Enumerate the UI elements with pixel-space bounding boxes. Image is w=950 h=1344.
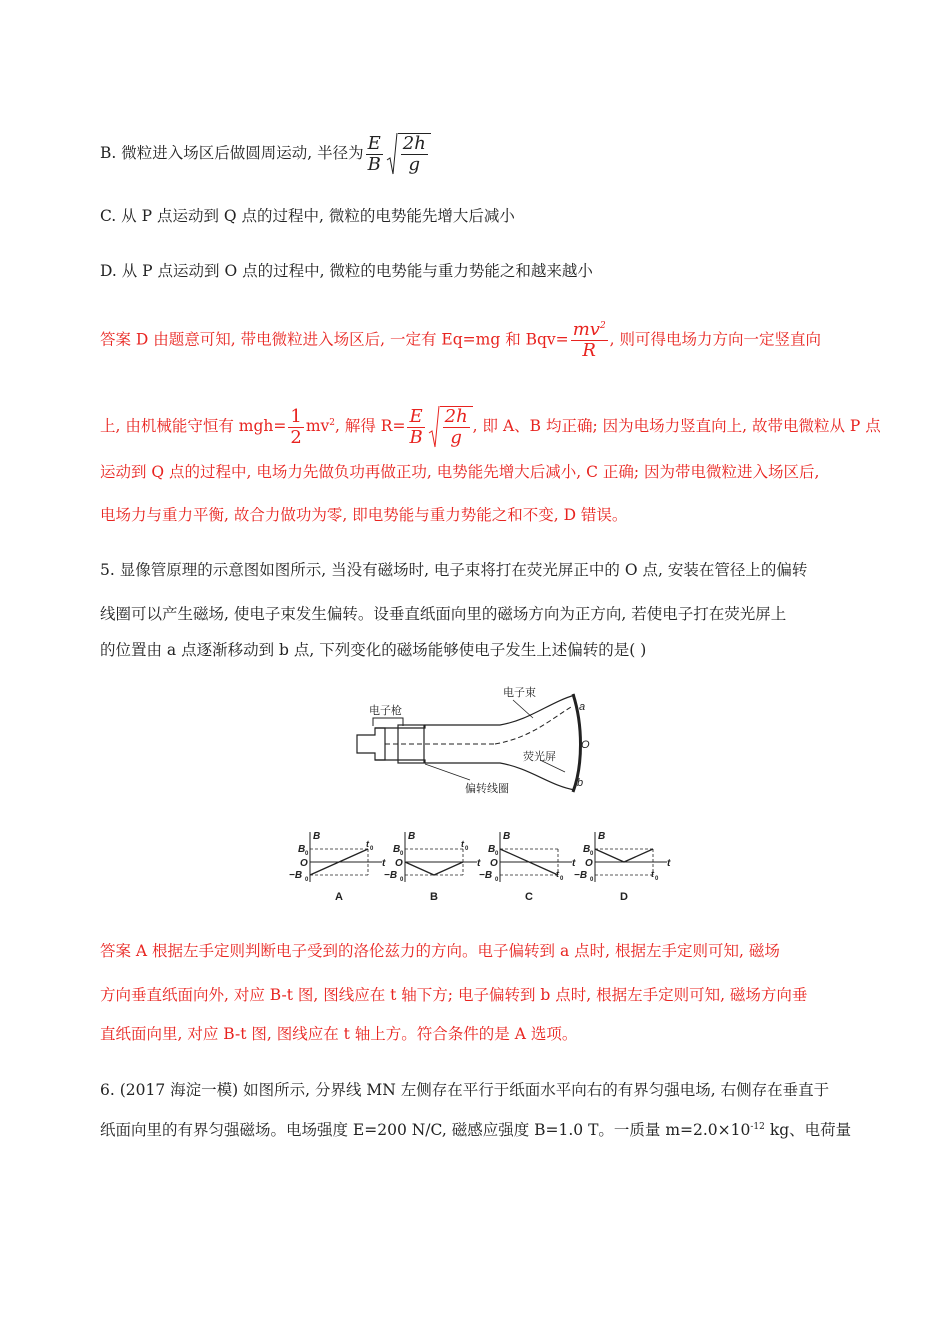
- gun-label: 电子枪: [369, 705, 402, 717]
- bt-curve: [405, 862, 463, 875]
- crt-diagram: [355, 680, 595, 800]
- sqrt-2h-over-g: $\frac{2h}{g}$: [386, 132, 431, 176]
- t0-subscript: 0: [560, 876, 564, 882]
- q6-line1: 6. (2017 海淀一模) 如图所示, 分界线 MN 左侧存在平行于纸面水平向右的有界匀强电场, 右侧存在垂直于: [100, 1081, 830, 1099]
- sqrt-2h-over-g: $\frac{2h}{g}$: [428, 405, 473, 449]
- answer5-line1: 答案 A 根据左手定则判断电子受到的洛伦兹力的方向。电子偏转到 a 点时, 根据左手定则可知, 磁场: [100, 942, 780, 960]
- b-axis-label: B: [408, 831, 416, 842]
- coil-label: 偏转线圈: [465, 783, 509, 795]
- bt-graph-d: [574, 831, 671, 903]
- answer4-line2: 上, 由机械能守恒有 mgh= $\frac{1}{2}$ $mv^2$, 解得 R= $\frac{E}{B}$ $\frac{2h}{g}$ , 即 A、B 均正确; 因为电场力竖直向上, 故带电微粒从 P 点: [100, 405, 881, 448]
- answer4-line4: 电场力与重力平衡, 故合力做功为零, 即电势能与重力势能之和不变, D 错误。: [100, 506, 628, 524]
- b0-subscript: 0: [400, 851, 404, 857]
- graph-label-c: C: [525, 891, 533, 903]
- point-b-label: b: [577, 777, 584, 789]
- bt-graph-b: [384, 831, 481, 903]
- t0-subscript: 0: [655, 876, 659, 882]
- b-axis-label: B: [313, 831, 321, 842]
- b0-label: B: [298, 844, 306, 855]
- origin-label: O: [300, 858, 308, 869]
- graph-label-b: B: [430, 891, 438, 903]
- neg-b0-subscript: 0: [495, 877, 499, 883]
- bt-curve: [595, 849, 653, 862]
- graph-label-d: D: [620, 891, 628, 903]
- b0-subscript: 0: [495, 851, 499, 857]
- b-axis-label: B: [598, 831, 606, 842]
- b0-subscript: 0: [305, 851, 309, 857]
- b0-label: B: [393, 844, 401, 855]
- q5-line3: 的位置由 a 点逐渐移动到 b 点, 下列变化的磁场能够使电子发生上述偏转的是( ): [100, 641, 647, 659]
- mv2-over-r-fraction: $\frac{mv^2}{R}$: [572, 319, 606, 361]
- answer5-line2: 方向垂直纸面向外, 对应 B-t 图, 图线应在 t 轴下方; 电子偏转到 b 点时, 根据左手定则可知, 磁场方向垂: [100, 986, 808, 1004]
- neg-b0-label: −B: [574, 870, 588, 881]
- neg-b0-subscript: 0: [590, 877, 594, 883]
- q5-line1: 5. 显像管原理的示意图如图所示, 当没有磁场时, 电子束将打在荧光屏正中的 O 点, 安装在管径上的偏转: [100, 561, 808, 579]
- graph-label-a: A: [335, 891, 343, 903]
- b0-subscript: 0: [590, 851, 594, 857]
- bt-graphs: [280, 830, 680, 910]
- option-d: D. 从 P 点运动到 O 点的过程中, 微粒的电势能与重力势能之和越来越小: [100, 262, 593, 280]
- origin-label: O: [490, 858, 498, 869]
- one-half-fraction: $\frac{1}{2}$: [290, 405, 302, 448]
- point-a-label: a: [579, 701, 586, 713]
- b0-label: B: [583, 844, 591, 855]
- t0-label: t: [651, 869, 654, 879]
- neg-b0-label: −B: [289, 870, 303, 881]
- e-over-b-fraction: $\frac{E}{B}$: [367, 132, 381, 175]
- answer5-line3: 直纸面向里, 对应 B-t 图, 图线应在 t 轴上方。符合条件的是 A 选项。: [100, 1025, 578, 1043]
- t0-subscript: 0: [370, 846, 374, 852]
- t0-subscript: 0: [465, 846, 469, 852]
- bt-graph-a: [289, 831, 386, 903]
- bt-graph-c: [479, 831, 576, 903]
- neg-b0-label: −B: [479, 870, 493, 881]
- q5-line2: 线圈可以产生磁场, 使电子束发生偏转。设垂直纸面向里的磁场方向为正方向, 若使电子打在荧光屏上: [100, 605, 787, 623]
- t-axis-label: t: [667, 858, 671, 869]
- b-axis-label: B: [503, 831, 511, 842]
- answer4-line1: 答案 D 由题意可知, 带电微粒进入场区后, 一定有 Eq=mg 和 Bqv= $\frac{mv^2}{R}$ , 则可得电场力方向一定竖直向: [100, 319, 822, 361]
- option-c: C. 从 P 点运动到 Q 点的过程中, 微粒的电势能先增大后减小: [100, 207, 515, 225]
- neg-b0-label: −B: [384, 870, 398, 881]
- t0-label: t: [461, 839, 464, 849]
- beam-label: 电子束: [503, 687, 536, 699]
- t-axis-label: t: [477, 858, 481, 869]
- origin-label: O: [395, 858, 403, 869]
- t-axis-label: t: [382, 858, 386, 869]
- t-axis-label: t: [572, 858, 576, 869]
- t0-label: t: [366, 839, 369, 849]
- screen-label: 荧光屏: [523, 751, 556, 763]
- b0-label: B: [488, 844, 496, 855]
- t0-label: t: [556, 869, 559, 879]
- point-o-label: O: [581, 739, 590, 751]
- option-b: [100, 132, 431, 176]
- neg-b0-subscript: 0: [305, 877, 309, 883]
- origin-label: O: [585, 858, 593, 869]
- neg-b0-subscript: 0: [400, 877, 404, 883]
- option-b-text: B. 微粒进入场区后做圆周运动, 半径为: [100, 144, 364, 162]
- answer4-line3: 运动到 Q 点的过程中, 电场力先做负功再做正功, 电势能先增大后减小, C 正确; 因为带电微粒进入场区后,: [100, 463, 820, 481]
- q6-line2: 纸面向里的有界匀强磁场。电场强度 E=200 N/C, 磁感应强度 B=1.0 T。一质量 $m=2.0\times 10^{-12}$ kg、电荷量: [100, 1121, 852, 1139]
- e-over-b-fraction: $\frac{E}{B}$: [409, 405, 423, 448]
